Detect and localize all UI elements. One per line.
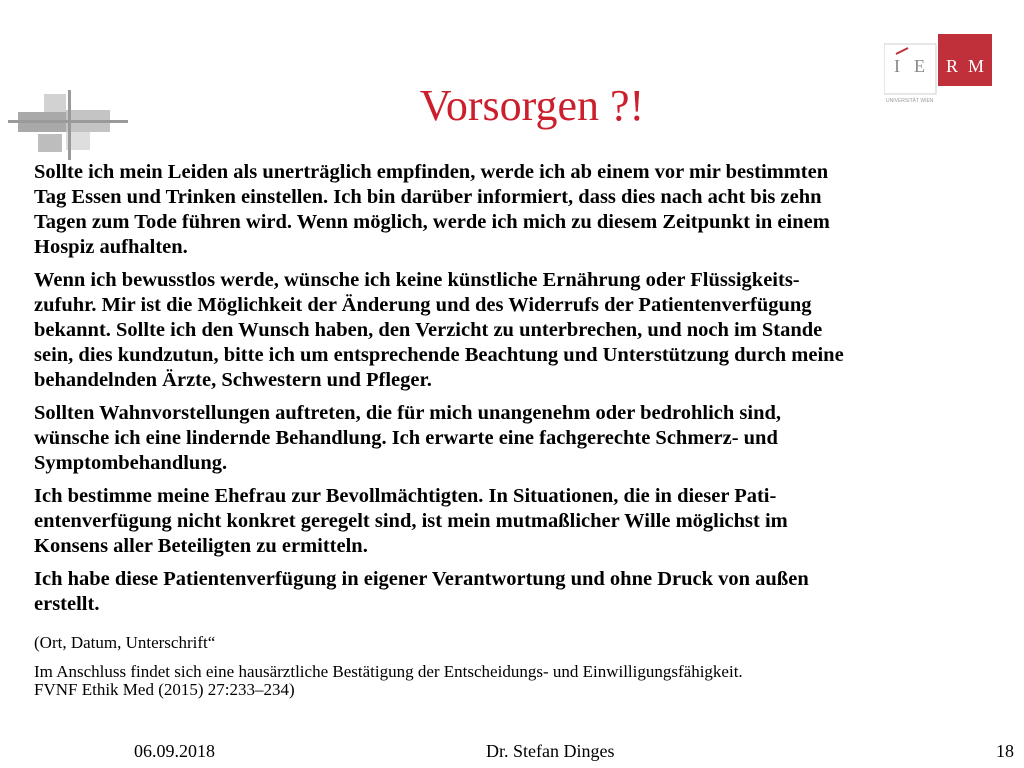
- slide-title: Vorsorgen ?!: [419, 81, 645, 130]
- note-line: Im Anschluss findet sich eine hausärztliche Bestätigung der Entscheidungs- und Einwilligungsfähigkeit.: [34, 662, 743, 681]
- text-line: Wenn ich bewusstlos werde, wünsche ich keine künstliche Ernährung oder Flüssigkeits-: [34, 269, 800, 291]
- logo-letter-4: M: [968, 56, 985, 76]
- logo-letter-1: I: [894, 56, 900, 76]
- footer-date: 06.09.2018: [134, 741, 215, 761]
- logo-letter-3: R: [946, 56, 959, 76]
- paragraph-wahnvorstellungen: [34, 401, 994, 476]
- signature-line: (Ort, Datum, Unterschrift“: [34, 633, 216, 652]
- source-note: [34, 663, 994, 699]
- text-line: Symptombehandlung.: [34, 452, 228, 474]
- text-line: Tagen zum Tode führen wird. Wenn möglich, werde ich mich zu diesem Zeitpunkt in einem: [34, 211, 830, 233]
- text-line: entenverfügung nicht konkret geregelt sind, ist mein mutmaßlicher Wille möglichst im: [34, 510, 788, 532]
- paragraph-bevollmaechtigte: [34, 484, 994, 559]
- paragraph-leiden: [34, 160, 994, 260]
- text-line: bekannt. Sollte ich den Wunsch haben, den Verzicht zu unterbrechen, und noch im Stande: [34, 319, 823, 341]
- text-line: Hospiz aufhalten.: [34, 236, 188, 258]
- paragraph-bewusstlos: [34, 268, 994, 393]
- text-line: behandelnden Ärzte, Schwestern und Pfleger.: [34, 369, 432, 391]
- slide-body: [34, 160, 994, 699]
- text-line: zufuhr. Mir ist die Möglichkeit der Änderung und des Widerrufs der Patientenverfügung: [34, 294, 812, 316]
- text-line: Ich habe diese Patientenverfügung in eigener Verantwortung und ohne Druck von außen: [34, 568, 809, 590]
- text-line: Ich bestimme meine Ehefrau zur Bevollmächtigten. In Situationen, die in dieser Pati-: [34, 485, 777, 507]
- logo-letter-2: E: [914, 56, 925, 76]
- note-citation: FVNF Ethik Med (2015) 27:233–234): [34, 680, 295, 699]
- footer-author: Dr. Stefan Dinges: [486, 741, 615, 761]
- text-line: sein, dies kundzutun, bitte ich um entsprechende Beachtung und Unterstützung durch meine: [34, 344, 844, 366]
- logo-caption: UNIVERSITÄT WIEN: [886, 98, 934, 104]
- text-line: Konsens aller Beteiligten zu ermitteln.: [34, 535, 368, 557]
- paragraph-verantwortung: [34, 567, 994, 617]
- text-line: wünsche ich eine lindernde Behandlung. Ich erwarte eine fachgerechte Schmerz- und: [34, 427, 778, 449]
- text-line: Sollte ich mein Leiden als unerträglich empfinden, werde ich ab einem vor mir bestimmten: [34, 161, 829, 183]
- text-line: Sollten Wahnvorstellungen auftreten, die für mich unangenehm oder bedrohlich sind,: [34, 402, 782, 424]
- text-line: erstellt.: [34, 593, 100, 615]
- footer-page-number: 18: [996, 741, 1014, 761]
- text-line: Tag Essen und Trinken einstellen. Ich bin darüber informiert, dass dies nach acht bis zehn: [34, 186, 822, 208]
